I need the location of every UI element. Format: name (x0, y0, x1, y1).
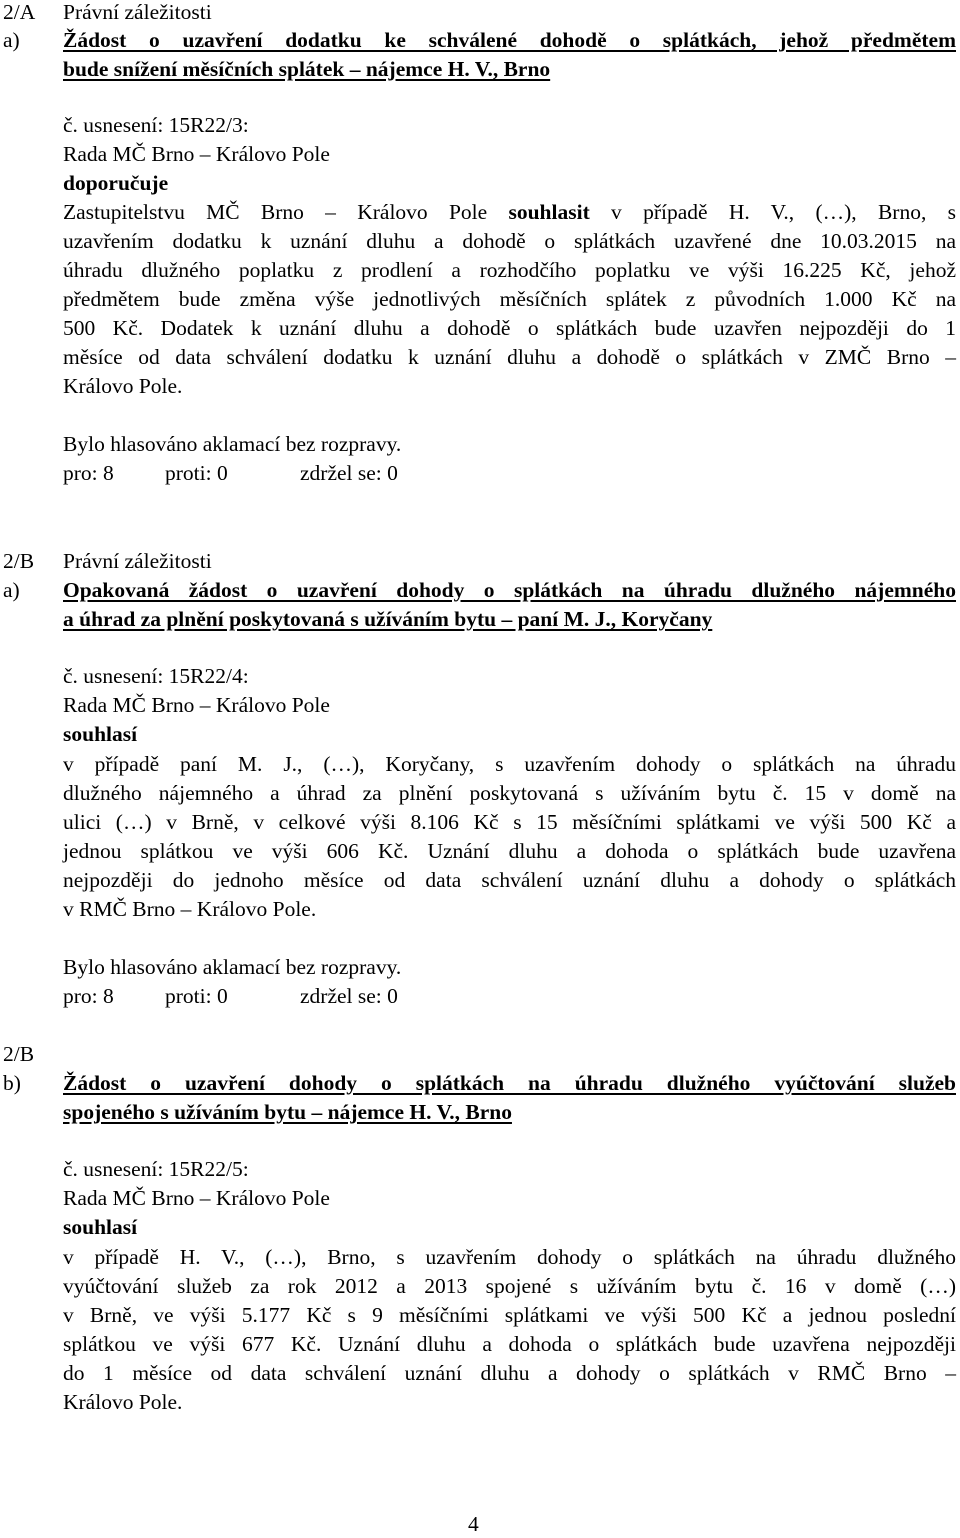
body-line: vyúčtování služeb za rok 2012 a 2013 spojené s užíváním bytu č. 16 v domě (…) (63, 1274, 956, 1298)
body-line: Královo Pole. (63, 374, 183, 398)
section-label: 2/B (3, 549, 35, 573)
vote-abstain: zdržel se: 0 (300, 461, 398, 485)
body-line: do 1 měsíce od data schválení uznání dluhu a dohody o splátkách v RMČ Brno – (63, 1361, 956, 1385)
body-line: jednou splátkou ve výši 606 Kč. Uznání dluhu a dohoda o splátkách bude uzavřena (63, 839, 956, 863)
item-heading-line-1: Opakovaná žádost o uzavření dohody o splátkách na úhradu dlužného nájemného (63, 578, 956, 602)
body-line: splátkou ve výši 677 Kč. Uznání dluhu a dohoda o splátkách bude uzavřena nejpozději (63, 1332, 956, 1356)
vote-for: pro: 8 (63, 984, 114, 1008)
item-heading-line-1: Žádost o uzavření dohody o splátkách na úhradu dlužného vyúčtování služeb (63, 1071, 956, 1095)
body-line: nejpozději do jednoho měsíce od data schválení uznání dluhu a dohody o splátkách (63, 868, 956, 892)
body-line: v Brně, ve výši 5.177 Kč s 9 měsíčními splátkami ve výši 500 Kč a jednou poslední (63, 1303, 956, 1327)
body-line: měsíce od data schválení dodatku k uznání dluhu a dohodě o splátkách v ZMČ Brno – (63, 345, 956, 369)
item-heading-line-2: bude snížení měsíčních splátek – nájemce H. V., Brno (63, 57, 551, 81)
decision-verb: doporučuje (63, 171, 169, 195)
vote-note: Bylo hlasováno aklamací bez rozpravy. (63, 955, 402, 979)
body-line: 500 Kč. Dodatek k uznání dluhu a dohodě o splátkách bude uzavřen nejpozději do 1 (63, 316, 956, 340)
vote-against: proti: 0 (165, 461, 228, 485)
item-label: b) (3, 1071, 21, 1095)
vote-against: proti: 0 (165, 984, 228, 1008)
body-line: v případě paní M. J., (…), Koryčany, s uzavřením dohody o splátkách na úhradu (63, 752, 956, 776)
body-line-1: Zastupitelstvu MČ Brno – Královo Pole souhlasit v případě H. V., (…), Brno, s (63, 200, 956, 224)
item-heading-line-2: spojeného s užíváním bytu – nájemce H. V., Brno (63, 1100, 512, 1124)
vote-abstain: zdržel se: 0 (300, 984, 398, 1008)
vote-note: Bylo hlasováno aklamací bez rozpravy. (63, 432, 402, 456)
decision-verb: souhlasí (63, 1215, 138, 1239)
section-label: 2/A (3, 0, 36, 24)
body-line: v RMČ Brno – Královo Pole. (63, 897, 317, 921)
council-name: Rada MČ Brno – Královo Pole (63, 142, 330, 166)
decision-verb: souhlasí (63, 722, 138, 746)
body-line: uzavřením dodatku k uznání dluhu a dohodě o splátkách uzavřené dne 10.03.2015 na (63, 229, 956, 253)
body-line: v případě H. V., (…), Brno, s uzavřením dohody o splátkách na úhradu dlužného (63, 1245, 956, 1269)
body-line: Královo Pole. (63, 1390, 183, 1414)
resolution-number: č. usnesení: 15R22/3: (63, 113, 249, 137)
section-title: Právní záležitosti (63, 0, 212, 24)
body-line: ulici (…) v Brně, v celkové výši 8.106 Kč s 15 měsíčními splátkami ve výši 500 Kč a (63, 810, 956, 834)
council-name: Rada MČ Brno – Královo Pole (63, 693, 330, 717)
item-heading-line-1: Žádost o uzavření dodatku ke schválené dohodě o splátkách, jehož předmětem (63, 28, 956, 52)
section-label: 2/B (3, 1042, 35, 1066)
section-title: Právní záležitosti (63, 549, 212, 573)
body-line: předmětem bude změna výše jednotlivých měsíčních splátek z původních 1.000 Kč na (63, 287, 956, 311)
council-name: Rada MČ Brno – Královo Pole (63, 1186, 330, 1210)
item-heading-line-2: a úhrad za plnění poskytovaná s užíváním bytu – paní M. J., Koryčany (63, 607, 713, 631)
page-number: 4 (468, 1512, 479, 1536)
item-label: a) (3, 578, 20, 602)
resolution-number: č. usnesení: 15R22/5: (63, 1157, 249, 1181)
body-line: úhradu dlužného poplatku z prodlení a rozhodčího poplatku ve výši 16.225 Kč, jehož (63, 258, 956, 282)
resolution-number: č. usnesení: 15R22/4: (63, 664, 249, 688)
body-line: dlužného nájemného a úhrad za plnění poskytovaná s užíváním bytu č. 15 v domě na (63, 781, 956, 805)
item-label: a) (3, 28, 20, 52)
vote-for: pro: 8 (63, 461, 114, 485)
